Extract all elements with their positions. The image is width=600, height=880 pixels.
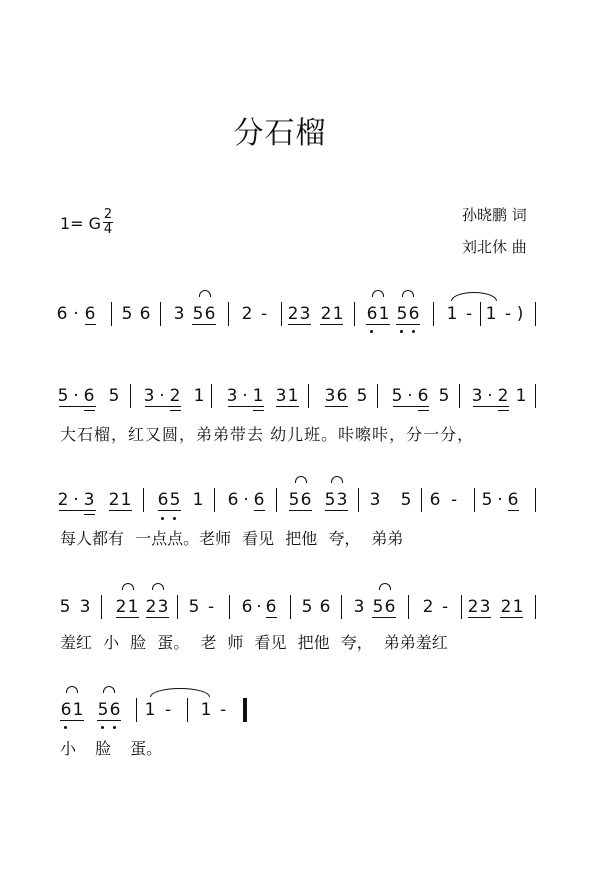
key-signature: 1= G [60, 214, 102, 233]
staff-3: 2 · 3 2 1 6 5 1 6 · 6 5 6 5 3 3 5 6 - 5 · 6 [57, 490, 519, 510]
lyrics-line-5: 小 脸 蛋。 [60, 739, 163, 758]
composer-credit: 刘北休 曲 [462, 238, 527, 256]
time-signature-numerator: 2 [103, 207, 113, 222]
lyrics-line-2: 大石榴，红又圆，弟弟带去 幼儿班。咔嚓咔，分一分， [60, 425, 475, 444]
staff-4: 5 3 2 1 2 3 5 - 6 · 6 5 6 3 5 6 2 - 2 3 2 1 [59, 597, 524, 617]
lyricist-credit: 孙晓鹏 词 [462, 206, 527, 224]
staff-5: 6 1 5 6 1 - 1 - [60, 700, 227, 720]
staff-1: 6 · 6 5 6 3 5 6 2 - 2 3 2 1 6 1 5 6 1 - 1 - ) [56, 304, 524, 324]
lyrics-line-4: 羞红 小 脸 蛋。 老 师 看见 把他 夸， 弟弟羞红 [60, 633, 448, 652]
song-title: 分石榴 [233, 116, 327, 151]
time-signature [102, 208, 114, 237]
time-signature-denominator: 4 [103, 222, 113, 237]
staff-2: 5 · 6 5 3 · 2 1 3 · 1 3 1 3 6 5 5 · 6 5 3 · 2 1 [57, 386, 527, 406]
lyrics-line-3: 每人都有 一点点。老师 看见 把他 夸， 弟弟 [60, 529, 404, 548]
